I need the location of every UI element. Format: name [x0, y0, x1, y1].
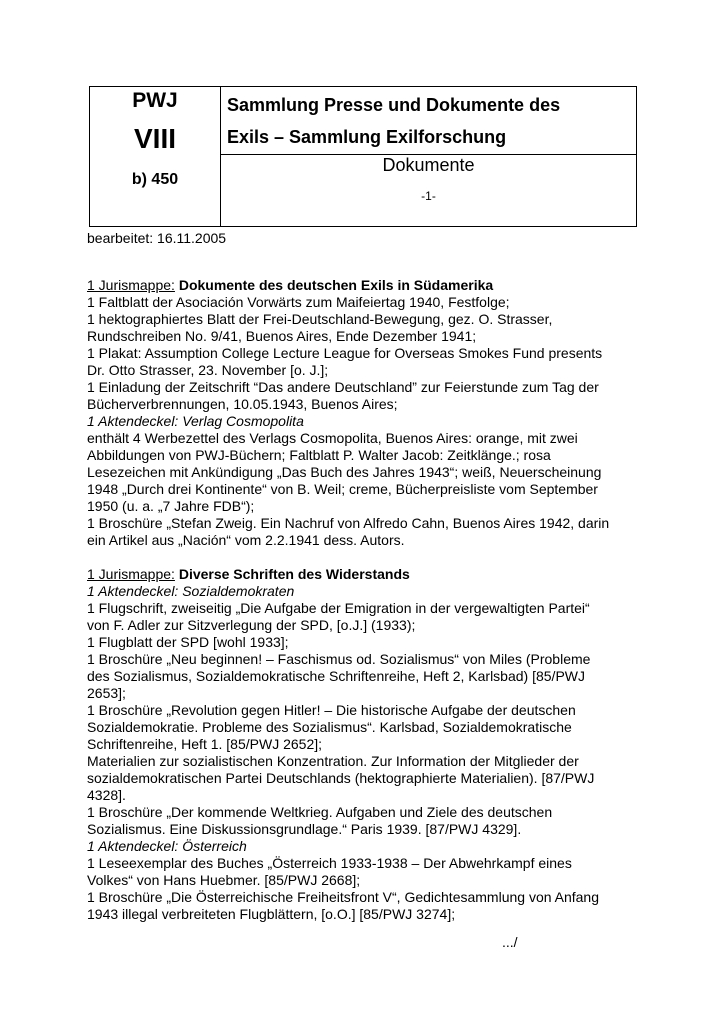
body-line: Dr. Otto Strasser, 23. November [o. J.]; — [87, 362, 329, 378]
body-line: Bücherverbrennungen, 10.05.1943, Buenos Aires; — [87, 396, 398, 412]
subfolder-heading: 1 Aktendeckel: Sozialdemokraten — [87, 583, 295, 599]
section-heading — [87, 566, 647, 583]
paragraph-gap — [87, 549, 647, 566]
body-line: 1 Broschüre „Neu beginnen! – Faschismus od. Sozialismus“ von Miles (Probleme — [87, 651, 591, 667]
body-line: enthält 4 Werbezettel des Verlags Cosmopolita, Buenos Aires: orange, mit zwei — [87, 430, 578, 446]
body-line: 4328]. — [87, 787, 126, 803]
subfolder-heading: 1 Aktendeckel: Verlag Cosmopolita — [87, 413, 304, 429]
subfolder-heading: 1 Aktendeckel: Österreich — [87, 838, 247, 854]
body-line: Volkes“ von Hans Huebmer. [85/PWJ 2668]; — [87, 872, 361, 888]
body-line: 1 Flugschrift, zweiseitig „Die Aufgabe der Emigration in der vergewaltigten Partei“ — [87, 600, 590, 616]
section-heading-title: Diverse Schriften des Widerstands — [174, 566, 410, 582]
body-line: des Sozialismus, Sozialdemokratische Schriftenreihe, Heft 2, Karlsbad) [85/PWJ — [87, 668, 585, 684]
body-line: ein Artikel aus „Nación“ vom 2.2.1941 dess. Autors. — [87, 532, 405, 548]
body-line: Rundschreiben No. 9/41, Buenos Aires, Ende Dezember 1941; — [87, 328, 477, 344]
body-line: sozialdemokratischen Partei Deutschlands (hektographierte Materialien). [87/PWJ — [87, 770, 595, 786]
shelfmark-cell — [90, 87, 220, 226]
collection-title-line-1: Sammlung Presse und Dokumente des — [227, 95, 561, 115]
body-line: 1950 (u. a. „7 Jahre FDB“); — [87, 498, 255, 514]
body-line: Abbildungen von PWJ-Büchern; Faltblatt P. Walter Jacob: Zeitklänge.; rosa — [87, 447, 551, 463]
shelfmark-pwj: PWJ — [132, 89, 178, 112]
body-line: Materialien zur sozialistischen Konzentration. Zur Information der Mitglieder der — [87, 753, 579, 769]
body-line: 1948 „Durch drei Kontinente“ von B. Weil; creme, Bücherpreisliste vom September — [87, 481, 598, 497]
body-line: 1 Broschüre „Stefan Zweig. Ein Nachruf von Alfredo Cahn, Buenos Aires 1942, darin — [87, 515, 610, 531]
section-heading-folder: 1 Jurismappe: — [87, 566, 175, 582]
body-line: 1943 illegal verbreiteten Flugblättern, [o.O.] [85/PWJ 3274]; — [87, 906, 456, 922]
section-heading — [87, 277, 647, 294]
body-line: 1 Plakat: Assumption College Lecture League for Overseas Smokes Fund presents — [87, 345, 603, 361]
body-line: von F. Adler zur Sitzverlegung der SPD, [o.J.] (1933); — [87, 617, 416, 633]
body-line: 1 Einladung der Zeitschrift “Das andere Deutschland” zur Feierstunde zum Tag der — [87, 379, 599, 395]
collection-title-line-2: Exils – Sammlung Exilforschung — [227, 127, 507, 147]
body-line: Sozialismus. Eine Diskussionsgrundlage.“ Paris 1939. [87/PWJ 4329]. — [87, 821, 522, 837]
document-type-label: Dokumente — [382, 155, 475, 175]
body-line: 1 Broschüre „Die Österreichische Freiheitsfront V“, Gedichtesammlung von Anfang — [87, 889, 600, 905]
header-box — [89, 86, 637, 227]
body-line: 1 Broschüre „Der kommende Weltkrieg. Aufgaben und Ziele des deutschen — [87, 804, 553, 820]
section-heading-title: Dokumente des deutschen Exils in Südamerika — [174, 277, 494, 293]
body-line: 1 Leseexemplar des Buches „Österreich 1933-1938 – Der Abwehrkampf eines — [87, 855, 572, 871]
page-number: -1- — [421, 189, 436, 203]
body-line: 1 hektographiertes Blatt der Frei-Deutschland-Bewegung, gez. O. Strasser, — [87, 311, 553, 327]
body-line: 1 Faltblatt der Asociación Vorwärts zum Maifeiertag 1940, Festfolge; — [87, 294, 510, 310]
body-line: 1 Broschüre „Revolution gegen Hitler! – Die historische Aufgabe der deutschen — [87, 702, 576, 718]
section-heading-folder: 1 Jurismappe: — [87, 277, 175, 293]
continued-marker: .../ — [502, 934, 518, 950]
body-line: Sozialdemokratie. Probleme des Sozialismus“. Karlsbad, Sozialdemokratische — [87, 719, 572, 735]
document-body — [87, 277, 647, 923]
shelfmark-signature: b) 450 — [131, 171, 179, 188]
body-line: Lesezeichen mit Ankündigung „Das Buch des Jahres 1943“; weiß, Neuerscheinung — [87, 464, 602, 480]
body-line: 2653]; — [87, 685, 126, 701]
body-line: 1 Flugblatt der SPD [wohl 1933]; — [87, 634, 289, 650]
shelfmark-roman: VIII — [133, 123, 176, 154]
edited-date: bearbeitet: 16.11.2005 — [87, 230, 227, 246]
body-line: Schriftenreihe, Heft 1. [85/PWJ 2652]; — [87, 736, 323, 752]
collection-title — [227, 89, 630, 153]
